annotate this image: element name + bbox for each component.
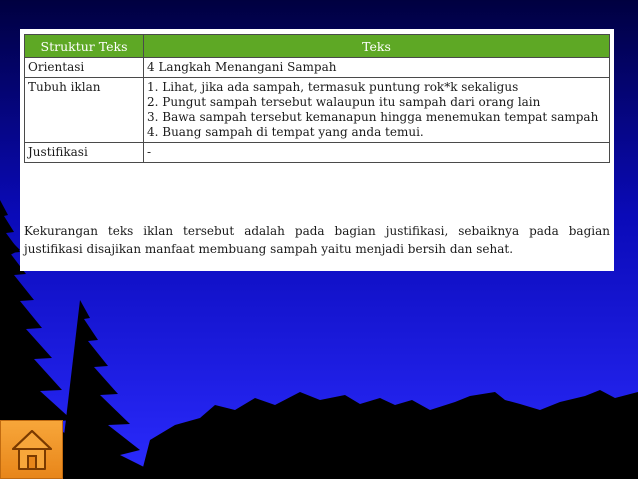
table-header-row (25, 35, 610, 58)
step-3: 3. Bawa sampah tersebut kemanapun hingga menemukan tempat sampah (147, 110, 599, 124)
home-button[interactable] (0, 420, 63, 479)
row-content-justifikasi (144, 143, 610, 163)
row-label-justifikasi: Justifikasi (25, 143, 144, 163)
home-icon (9, 427, 55, 473)
row-label-tubuh-iklan: Tubuh iklan (25, 78, 144, 143)
conclusion-paragraph: Kekurangan teks iklan tersebut adalah pada bagian justifikasi, sebaiknya pada bagian justifikasi disajikan manfaat membuang sampah yaitu menjadi bersih dan sehat. (24, 224, 610, 256)
justifikasi-line: - (147, 145, 152, 159)
step-2: 2. Pungut sampah tersebut walaupun itu sampah dari orang lain (147, 95, 541, 109)
table-row (25, 58, 610, 78)
step-1: 1. Lihat, jika ada sampah, termasuk puntung rok*k sekaligus (147, 80, 519, 94)
text-structure-table (24, 34, 610, 163)
orientasi-line: 4 Langkah Menangani Sampah (147, 60, 337, 74)
table-row (25, 78, 610, 143)
table-row (25, 143, 610, 163)
header-teks: Teks (144, 35, 610, 58)
row-content-orientasi (144, 58, 610, 78)
row-content-tubuh-iklan (144, 78, 610, 143)
content-card (20, 29, 614, 271)
step-4: 4. Buang sampah di tempat yang anda temui. (147, 125, 424, 139)
header-struktur-teks: Struktur Teks (25, 35, 144, 58)
row-label-orientasi: Orientasi (25, 58, 144, 78)
